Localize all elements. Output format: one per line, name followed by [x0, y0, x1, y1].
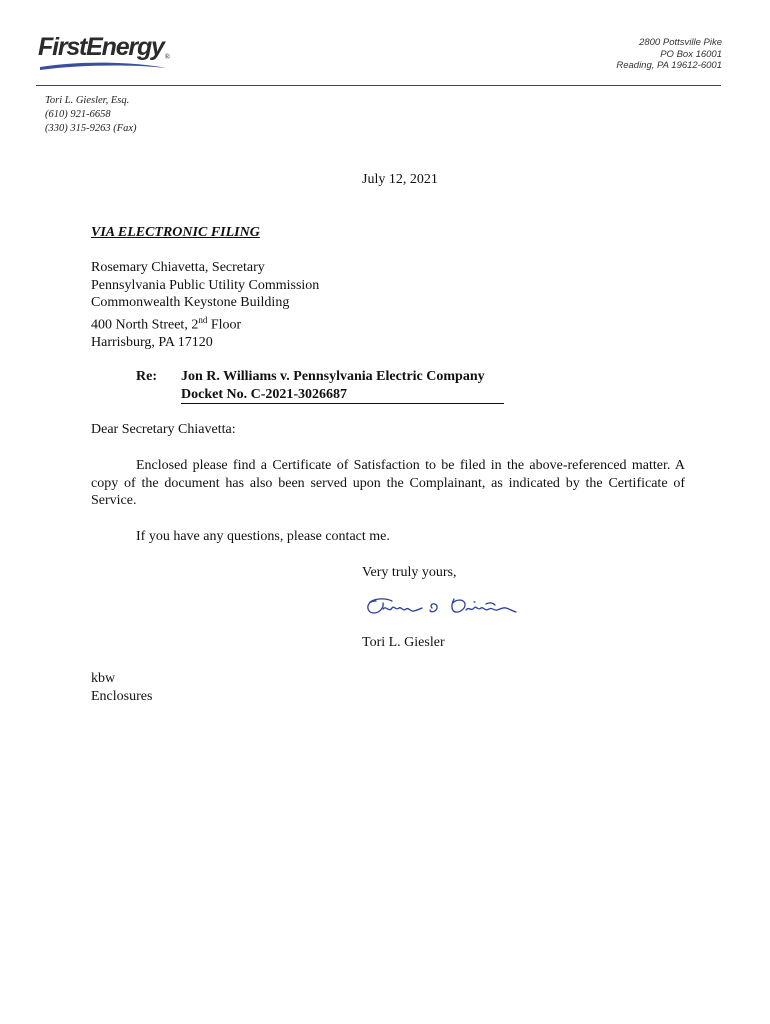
- typist-initials: kbw: [91, 671, 116, 686]
- return-address-line: 2800 Pottsville Pike: [639, 37, 722, 48]
- author-fax: (330) 315-9263 (Fax): [45, 123, 137, 134]
- return-address-line: Reading, PA 19612-6001: [616, 60, 722, 71]
- author-phone: (610) 921-6658: [45, 109, 111, 120]
- firstenergy-logo: [38, 33, 174, 73]
- ordinal-suffix: nd: [198, 314, 208, 325]
- body-paragraph: If you have any questions, please contact me.: [136, 529, 390, 544]
- return-address-line: PO Box 16001: [660, 48, 722, 60]
- handwritten-signature: [362, 591, 532, 623]
- recipient-line: Commonwealth Keystone Building: [91, 295, 290, 310]
- registered-mark: ®: [164, 53, 171, 61]
- letter-footer: [91, 670, 152, 705]
- enclosures-note: Enclosures: [91, 688, 153, 704]
- body-paragraph: Enclosed please find a Certificate of Satisfaction to be filed in the above-referenced matter. A copy of the document has also been served upon the Complainant, as indicated by the Certificate of Service.: [91, 458, 685, 508]
- recipient-line: Harrisburg, PA 17120: [91, 334, 213, 350]
- recipient-line: [91, 312, 319, 334]
- closing: Very truly yours,: [362, 565, 457, 580]
- case-title: Jon R. Williams v. Pennsylvania Electric Company: [181, 369, 485, 384]
- re-label: Re:: [136, 369, 157, 384]
- return-address: [616, 37, 722, 72]
- salutation: Dear Secretary Chiavetta:: [91, 422, 236, 437]
- recipient-line: Pennsylvania Public Utility Commission: [91, 277, 320, 293]
- letter-date: July 12, 2021: [362, 172, 438, 187]
- author-block: [45, 94, 137, 136]
- signer-name: Tori L. Giesler: [362, 635, 445, 650]
- delivery-method: VIA ELECTRONIC FILING: [91, 225, 260, 240]
- letterhead-divider: [36, 85, 721, 86]
- recipient-address: [91, 259, 319, 351]
- docket-number: Docket No. C-2021-3026687: [181, 387, 504, 404]
- recipient-floor: Floor: [207, 317, 242, 333]
- logo-wordmark: FirstEnergy: [38, 33, 164, 61]
- re-subject: [181, 368, 504, 404]
- logo-swoosh-icon: [38, 59, 168, 73]
- recipient-line: Rosemary Chiavetta, Secretary: [91, 260, 265, 275]
- recipient-street: 400 North Street, 2: [91, 317, 199, 333]
- author-name: Tori L. Giesler, Esq.: [45, 95, 130, 106]
